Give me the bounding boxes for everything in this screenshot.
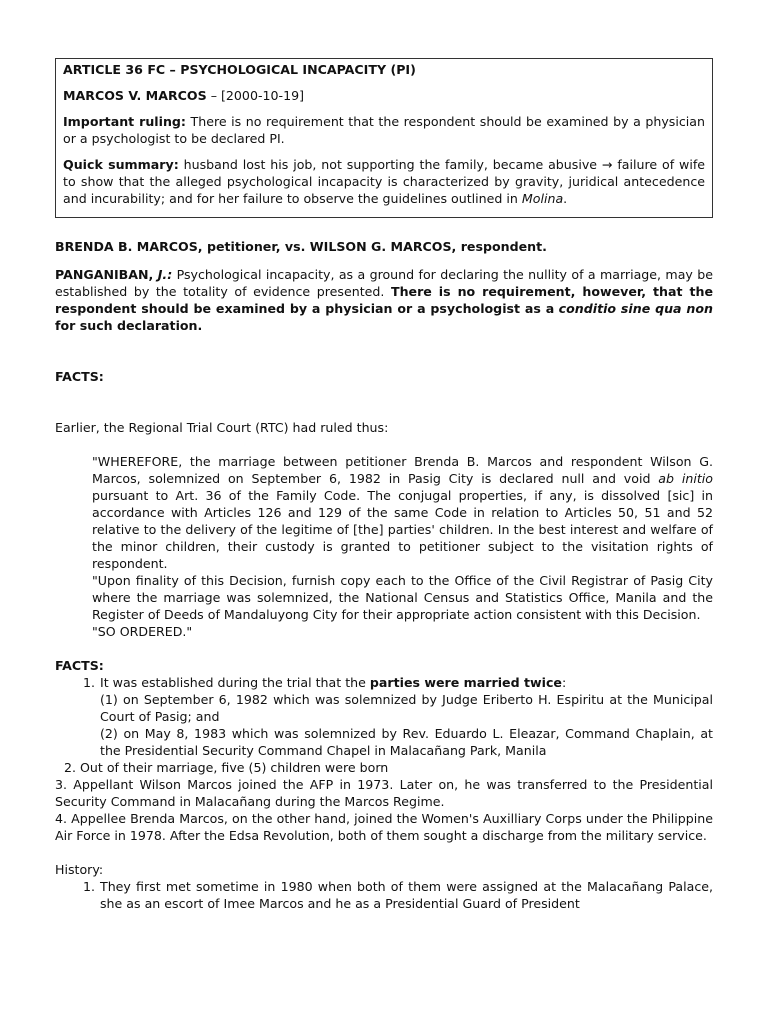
quote-paragraph-1 bbox=[92, 453, 713, 572]
quote-p1-b: pursuant to Art. 36 of the Family Code. The conjugal properties, if any, is dissolved [sic] in accordance with Articles 126 and 129 of the same Code in relation to Articles 50, 51 and 52 relative to the delivery of the legitime of [the] parties' children. In the best interest and welfare of the minor children, their custody is granted to petitioner subject to the visitation rights of respondent. bbox=[92, 488, 713, 571]
parties-line: BRENDA B. MARCOS, petitioner, vs. WILSON G. MARCOS, respondent. bbox=[55, 239, 547, 254]
list-text bbox=[100, 674, 713, 691]
list-text: They first met sometime in 1980 when both of them were assigned at the Malacañang Palace, she as an escort of Imee Marcos and he as a Presidential Guard of President bbox=[100, 879, 713, 911]
summary-text: husband lost his job, not supporting the family, became abusive → failure of wife to show that the alleged psychological incapacity is characterized by gravity, juridical antecedence and incurability; and for her failure to observe the guidelines outlined in bbox=[63, 157, 705, 206]
opinion-bold-2: for such declaration. bbox=[55, 318, 203, 333]
opinion-bold-1: There is no requirement, however, that the respondent should be examined by a physician or a psychologist as a bbox=[55, 284, 713, 316]
case-summary-box bbox=[55, 58, 713, 218]
list-number: 1. bbox=[82, 675, 95, 690]
fact1-text-b: : bbox=[561, 675, 567, 690]
quote-paragraph-3: "SO ORDERED." bbox=[92, 624, 193, 639]
list-item bbox=[55, 674, 713, 691]
quote-p1-a: "WHEREFORE, the marriage between petitioner Brenda B. Marcos and respondent Wilson G. Marcos, solemnized on September 6, 1982 in Pasig City is declared null and void bbox=[92, 454, 713, 486]
summary-title: ARTICLE 36 FC – PSYCHOLOGICAL INCAPACITY (PI) bbox=[63, 62, 416, 77]
quick-summary bbox=[63, 156, 705, 207]
summary-label: Quick summary: bbox=[63, 157, 179, 172]
summary-end: . bbox=[563, 191, 568, 206]
history-heading: History: bbox=[55, 862, 104, 877]
facts-heading-2: FACTS: bbox=[55, 658, 104, 673]
quote-paragraph-2: "Upon finality of this Decision, furnish copy each to the Office of the Civil Registrar of Pasig City where the marriage was solemnized, the National Census and Statistics Office, Manila and the Register of Deeds of Mandaluyong City for their appropriate action consistent with this Decision. bbox=[92, 573, 713, 622]
fact1-bold: parties were married twice bbox=[369, 675, 562, 690]
fact-4: 4. Appellee Brenda Marcos, on the other hand, joined the Women's Auxilliary Corps under the Philippine Air Force in 1978. After the Edsa Revolution, both of them sought a discharge from the military service. bbox=[55, 811, 713, 843]
case-date: – [2000-10-19] bbox=[210, 88, 305, 103]
fact1-sub-2: (2) on May 8, 1983 which was solemnized by Rev. Eduardo L. Eleazar, Command Chaplain, at the Presidential Security Command Chapel in Malacañang Park, Manila bbox=[100, 726, 713, 758]
important-ruling bbox=[63, 113, 705, 147]
document-page bbox=[55, 58, 713, 912]
case-name: MARCOS V. MARCOS bbox=[63, 88, 207, 103]
opinion-bold-italic: conditio sine qua non bbox=[558, 301, 713, 316]
facts-heading-1: FACTS: bbox=[55, 369, 104, 384]
case-heading bbox=[63, 87, 705, 104]
opinion-author: PANGANIBAN, bbox=[55, 267, 154, 282]
opinion-text-1: Psychological incapacity, as a ground for declaring the nullity of a marriage, may be established by the totality of evidence presented. bbox=[55, 267, 713, 299]
ruling-text: There is no requirement that the respondent should be examined by a physician or a psychologist to be declared PI. bbox=[63, 114, 705, 146]
fact1-sub-1: (1) on September 6, 1982 which was solemnized by Judge Eriberto H. Espiritu at the Municipal Court of Pasig; and bbox=[100, 692, 713, 724]
summary-italic: Molina bbox=[521, 191, 564, 206]
list-item bbox=[55, 878, 713, 912]
ruling-label: Important ruling: bbox=[63, 114, 186, 129]
quote-p1-italic: ab initio bbox=[658, 471, 713, 486]
fact-3: 3. Appellant Wilson Marcos joined the AFP in 1973. Later on, he was transferred to the Presidential Security Command in Malacañang during the Marcos Regime. bbox=[55, 777, 713, 809]
list-text: Out of their marriage, five (5) children were born bbox=[80, 760, 389, 775]
list-number: 2. bbox=[63, 760, 76, 775]
history-list bbox=[55, 878, 713, 912]
rtc-quote bbox=[92, 453, 713, 640]
opinion-paragraph bbox=[55, 266, 713, 334]
fact1-text-a: It was established during the trial that the bbox=[100, 675, 366, 690]
opinion-author-title: J.: bbox=[157, 267, 173, 282]
list-item bbox=[55, 759, 713, 776]
rtc-intro: Earlier, the Regional Trial Court (RTC) had ruled thus: bbox=[55, 420, 389, 435]
list-number: 1. bbox=[82, 879, 95, 894]
facts-list bbox=[55, 674, 713, 844]
